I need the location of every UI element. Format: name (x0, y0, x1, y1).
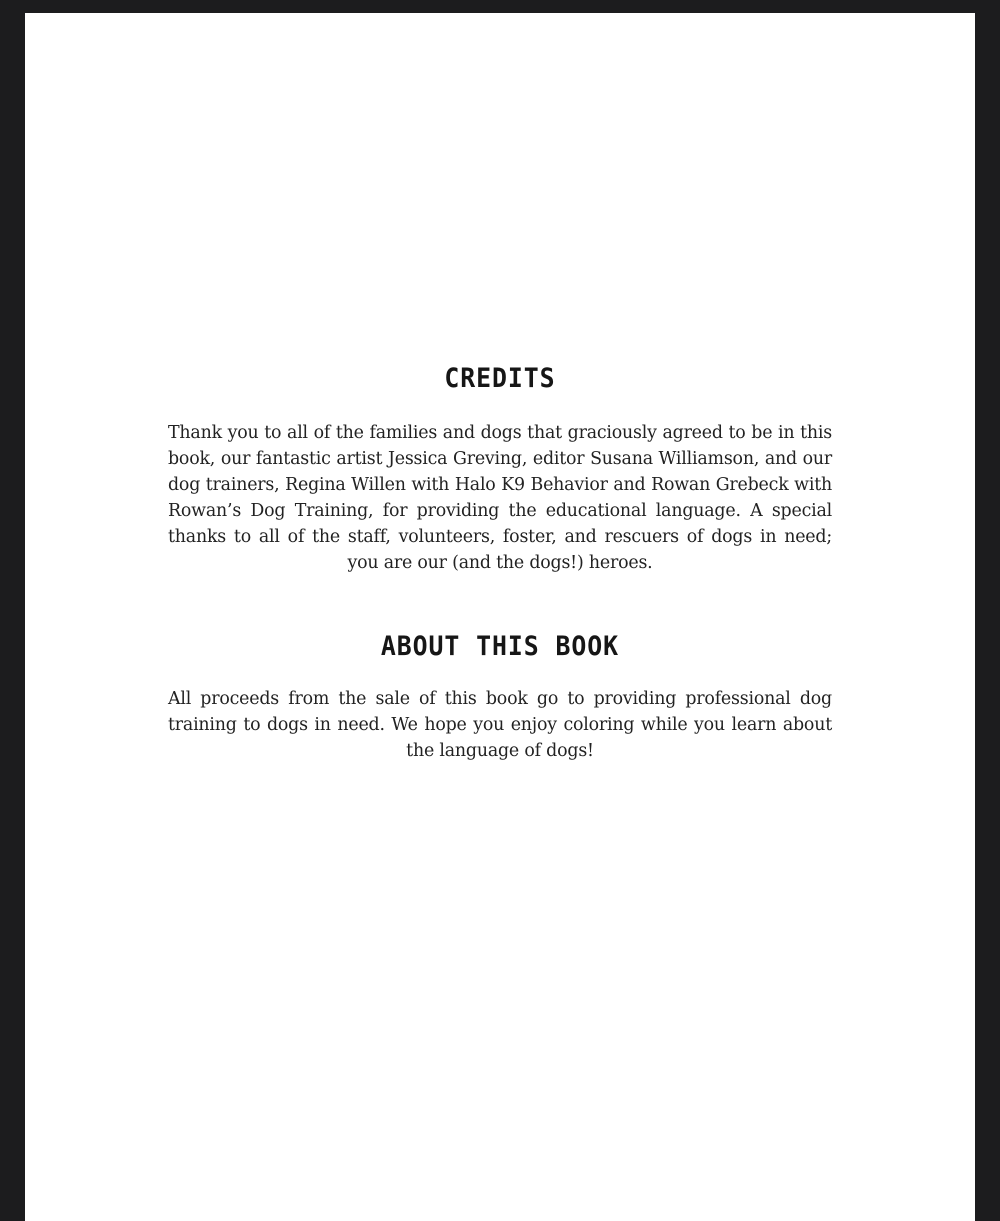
document-page (25, 13, 975, 1221)
credits-paragraph: Thank you to all of the families and dogs that graciously agreed to be in this book, our fantastic artist Jessica Greving, editor Susana Williamson, and our dog trainers, Regina Willen with Halo K9 Behavior and Rowan Grebeck with Rowan’s Dog Training, for providing the educational language. A special thanks to all of the staff, volunteers, foster, and rescuers of dogs in need; you are our (and the dogs!) heroes. (168, 423, 832, 573)
about-heading: ABOUT THIS BOOK (380, 631, 620, 662)
page-content (168, 362, 832, 764)
about-paragraph: All proceeds from the sale of this book go to providing professional dog training to dogs in need. We hope you enjoy coloring while you learn about the language of dogs! (168, 689, 832, 761)
credits-heading: CREDITS (444, 363, 556, 394)
